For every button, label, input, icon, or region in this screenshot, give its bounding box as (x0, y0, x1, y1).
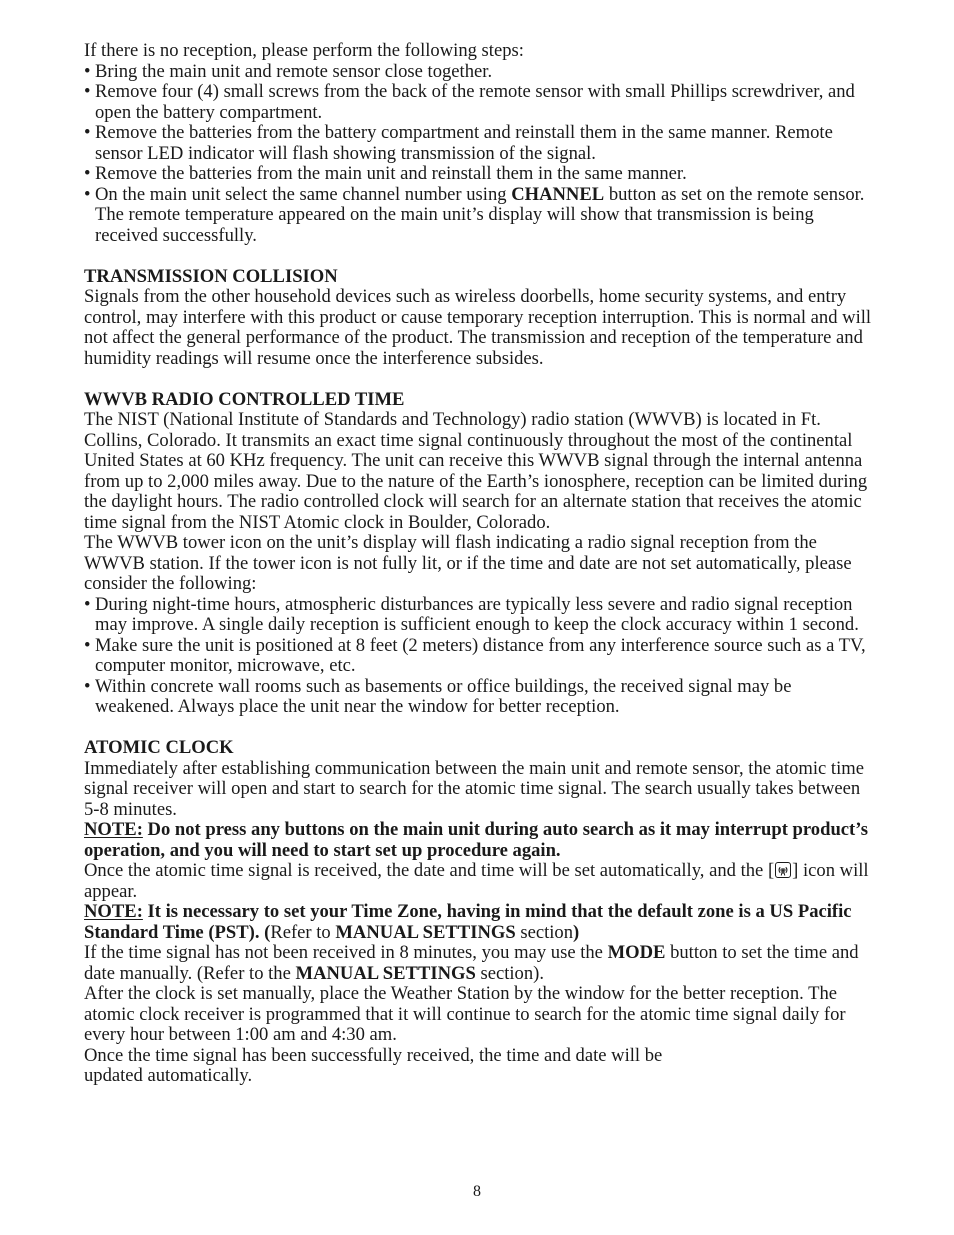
step-item: • Remove the batteries from the battery compartment and reinstall them in the same manner. Remote sensor LED indicator will flash showing transmission of the signal. (84, 122, 833, 164)
note-2: NOTE: It is necessary to set your Time Zone, having in mind that the default zone is a US Pacific Standard Time (PST). (Refer to MANUAL SETTINGS section) (84, 901, 852, 943)
section-heading-wwvb: WWVB RADIO CONTROLLED TIME (84, 388, 405, 410)
step-item: • Bring the main unit and remote sensor close together. (84, 60, 493, 82)
wwvb-bullet: • During night-time hours, atmospheric disturbances are typically less severe and radio signal reception may improve. A single daily reception is sufficient enough to keep the clock accuracy within 1 second. (84, 593, 859, 635)
manual-page (84, 41, 874, 1087)
note-label: NOTE: (84, 901, 143, 922)
note-label: NOTE: (84, 819, 143, 840)
step-item: • Remove four (4) small screws from the back of the remote sensor with small Phillips screwdriver, and open the battery compartment. (84, 81, 855, 123)
channel-button-ref: CHANNEL (511, 183, 605, 205)
atomic-paragraph-2: Once the atomic time signal is received, the date and time will be set automatically, and the [ ] icon will appear. (84, 860, 869, 902)
wwvb-bullet: • Make sure the unit is positioned at 8 feet (2 meters) distance from any interference source such as a TV, computer monitor, microwave, etc. (84, 634, 866, 676)
wwvb-bullet: • Within concrete wall rooms such as basements or office buildings, the received signal may be weakened. Always place the unit near the window for better reception. (84, 675, 792, 717)
wwvb-paragraph-2: The WWVB tower icon on the unit’s display will flash indicating a radio signal reception from the WWVB station. If the tower icon is not fully lit, or if the time and date are not set automatically, please consider the following: (84, 532, 852, 594)
tower-icon (775, 862, 791, 878)
note-1: NOTE: Do not press any buttons on the main unit during auto search as it may interrupt product’s operation, and you will need to start set up procedure again. (84, 819, 868, 861)
step-item: • Remove the batteries from the main unit and reinstall them in the same manner. (84, 163, 687, 184)
atomic-paragraph-1: Immediately after establishing communication between the main unit and remote sensor, the atomic time signal receiver will open and start to search for the atomic time signal. The search usually takes between 5-8 minutes. (84, 757, 864, 820)
step-item: • On the main unit select the same channel number using CHANNEL button as set on the remote sensor. The remote temperature appeared on the main unit’s display will show that transmission is being received successfully. (84, 183, 865, 246)
atomic-paragraph-5-end: updated automatically. (84, 1065, 253, 1086)
wwvb-paragraph-1: The NIST (National Institute of Standards and Technology) radio station (WWVB) is located in Ft. Collins, Colorado. It transmits an exact time signal continuously throughout the most of the continental United States at 60 KHz frequency. The unit can receive this WWVB signal through the internal antenna from up to 2,000 miles away. Due to the nature of the Earth’s ionosphere, reception can be limited during the daylight hours. The radio controlled clock will search for an alternate station that receives the atomic time signal from the NIST Atomic clock in Boulder, Colorado. (84, 409, 868, 533)
page-number: 8 (473, 1183, 481, 1200)
atomic-paragraph-3: If the time signal has not been received in 8 minutes, you may use the MODE button to set the time and date manually. (Refer to the MANUAL SETTINGS section). (84, 942, 859, 984)
atomic-paragraph-4: After the clock is set manually, place the Weather Station by the window for the better reception. The atomic clock receiver is programmed that it will continue to search for the atomic time signal daily for every hour between 1:00 am and 4:30 am. (84, 983, 846, 1045)
mode-button-ref: MODE (607, 942, 666, 963)
section-heading-collision: TRANSMISSION COLLISION (84, 265, 338, 287)
intro-text: If there is no reception, please perform the following steps: (84, 40, 524, 61)
atomic-paragraph-5: Once the time signal has been successfully received, the time and date will be (84, 1044, 663, 1066)
collision-body: Signals from the other household devices such as wireless doorbells, home security systems, and entry control, may interfere with this product or cause temporary reception interruption. This is normal and will not affect the general performance of the product. The transmission and reception of the temperature and humidity readings will resume once the interference subsides. (84, 286, 872, 369)
section-heading-atomic: ATOMIC CLOCK (84, 737, 234, 758)
